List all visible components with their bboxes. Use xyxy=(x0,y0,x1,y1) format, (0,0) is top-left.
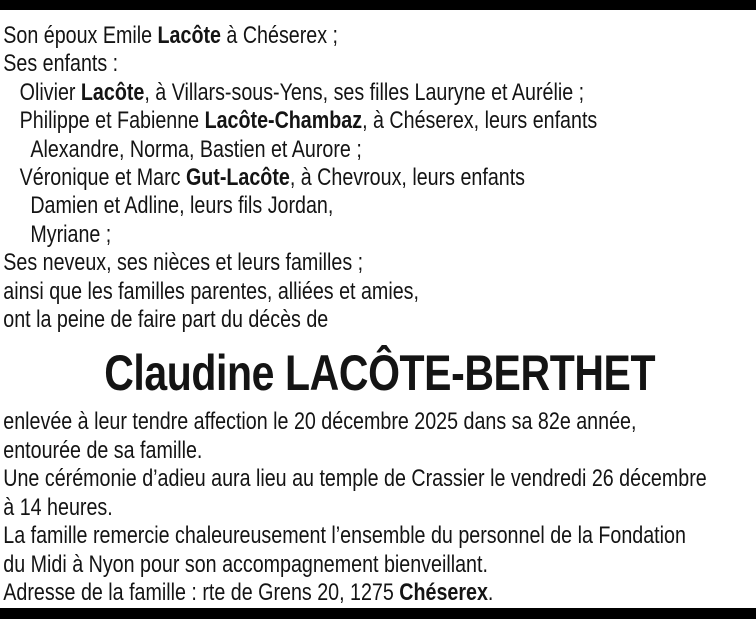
text-run: Alexandre, Norma, Bastien et Aurore ; xyxy=(30,135,362,163)
notice-content xyxy=(0,10,756,607)
text-run: Myriane ; xyxy=(30,220,112,248)
family-line xyxy=(3,249,756,277)
surname-bold: Lacôte xyxy=(80,78,145,106)
text-run: Son époux Emile xyxy=(3,22,158,49)
family-line xyxy=(3,136,756,164)
text-run: , à Chevroux, leurs enfants xyxy=(289,164,526,192)
family-line xyxy=(3,107,756,135)
text-run: Ses enfants : xyxy=(3,50,119,78)
text-run: ont la peine de faire part du décès de xyxy=(3,306,329,334)
announcement-line xyxy=(3,522,756,550)
text-run: à Chéserex ; xyxy=(220,22,339,49)
text-run: Philippe et Fabienne xyxy=(19,107,205,135)
announcement-line xyxy=(3,408,756,436)
announcement-line xyxy=(3,437,756,465)
announcement-line xyxy=(3,465,756,493)
text-run: Une cérémonie d’adieu aura lieu au temple de Crassier le vendredi 26 décembre xyxy=(3,465,707,493)
top-border-bar xyxy=(0,0,756,10)
announcement-line xyxy=(3,579,756,607)
family-line xyxy=(3,50,756,78)
text-run: La famille remercie chaleureusement l’ensemble du personnel de la Fondation xyxy=(3,522,686,550)
bottom-border-bar xyxy=(0,608,756,619)
text-run: Adresse de la famille : rte de Grens 20, 1275 xyxy=(3,578,400,606)
text-run: à 14 heures. xyxy=(3,493,113,521)
surname-bold: Lacôte-Chambaz xyxy=(204,107,363,135)
text-run: , à Villars-sous-Yens, ses filles Lauryne et Aurélie ; xyxy=(144,78,585,106)
family-line xyxy=(3,221,756,249)
text-run: Olivier xyxy=(19,78,81,106)
text-run: Véronique et Marc xyxy=(19,164,186,192)
text-run: , à Chéserex, leurs enfants xyxy=(362,107,598,135)
text-run: enlevée à leur tendre affection le 20 décembre 2025 dans sa 82e année, xyxy=(3,408,637,436)
announcement-line xyxy=(3,551,756,579)
text-run: ainsi que les familles parentes, alliées et amies, xyxy=(3,277,419,305)
surname-bold: Gut-Lacôte xyxy=(185,164,290,192)
family-line xyxy=(3,192,756,220)
text-run: Ses neveux, ses nièces et leurs familles ; xyxy=(3,249,364,277)
text-run: du Midi à Nyon pour son accompagnement bienveillant. xyxy=(3,550,488,578)
family-line xyxy=(3,306,756,334)
text-run: entourée de sa famille. xyxy=(3,436,203,464)
family-line xyxy=(3,22,756,50)
text-run: Damien et Adline, leurs fils Jordan, xyxy=(30,192,334,220)
family-line xyxy=(3,164,756,192)
deceased-name-heading: Claudine LACÔTE-BERTHET xyxy=(104,345,656,402)
announcement-line xyxy=(3,494,756,522)
family-line xyxy=(3,79,756,107)
family-line xyxy=(3,278,756,306)
surname-bold: Lacôte xyxy=(157,22,221,49)
text-run: . xyxy=(487,578,494,606)
locality-bold: Chéserex xyxy=(399,578,488,606)
